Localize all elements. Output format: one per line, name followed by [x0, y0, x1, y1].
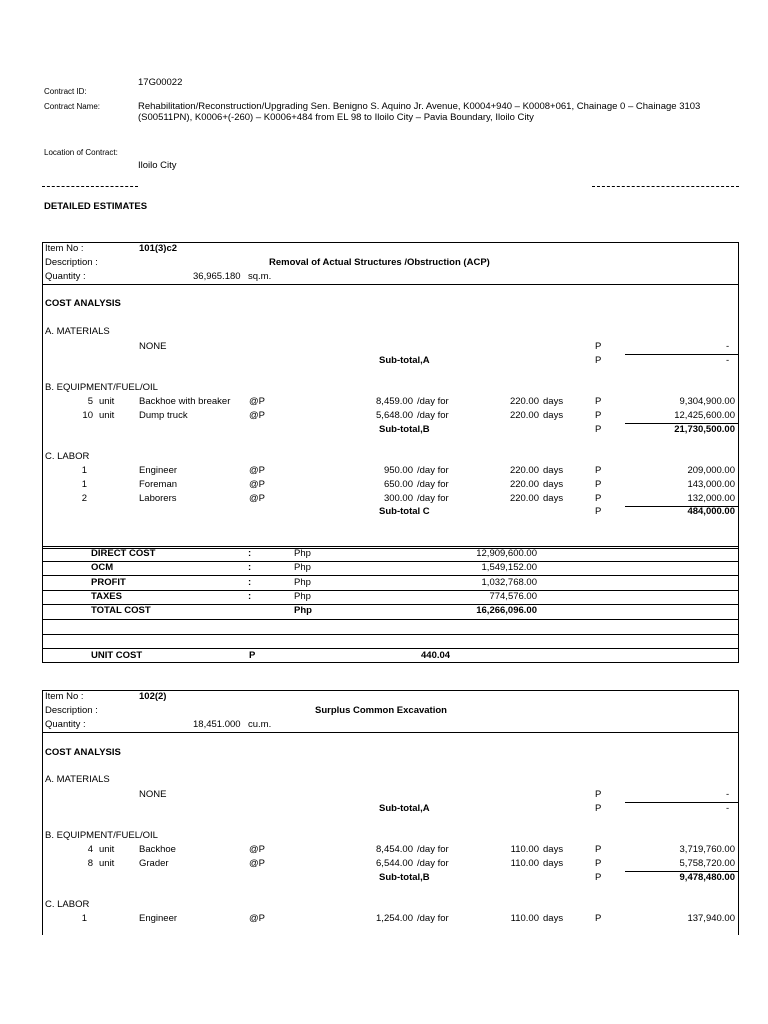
summary-currency: Php: [294, 548, 311, 559]
rate-prefix: @P: [249, 844, 265, 855]
labor-line-item: [43, 492, 738, 506]
quantity-row: [43, 270, 738, 284]
summary-value: 16,266,096.00: [476, 605, 537, 617]
equipment-line-item: [43, 409, 738, 423]
description-label: Description :: [45, 705, 98, 716]
equipment-unit: unit: [99, 858, 115, 869]
cost-analysis-heading: COST ANALYSIS: [45, 747, 121, 758]
peso-symbol: P: [595, 465, 602, 476]
peso-symbol: P: [595, 493, 602, 504]
description-label: Description :: [45, 257, 98, 268]
days-unit: days: [543, 493, 564, 504]
contract-name-line1: Rehabilitation/Reconstruction/Upgrading Sen. Benigno S. Aquino Jr. Avenue, K0004+940 – K0008+061, Chainage 0 – Chainage 3103: [138, 101, 701, 112]
labor-name: Engineer: [139, 465, 178, 476]
materials-none-row: [43, 340, 738, 354]
equipment-row: [43, 381, 738, 395]
labor-name: Engineer: [139, 913, 178, 924]
summary-label: TAXES: [91, 590, 122, 602]
equipment-qty: 8: [87, 858, 93, 869]
days-unit: days: [543, 844, 564, 855]
rate-period: /day for: [417, 410, 449, 421]
rate-prefix: @P: [249, 396, 265, 407]
labor-name: Foreman: [139, 479, 178, 490]
unit-cost-value: 440.04: [421, 650, 451, 661]
summary-label: PROFIT: [91, 576, 126, 588]
item-no-label: Item No :: [45, 691, 84, 702]
summary-colon: :: [248, 562, 252, 574]
rate-prefix: @P: [249, 465, 265, 476]
subtotal-b-label: Sub-total,B: [379, 872, 430, 883]
subtotal-a-row: [43, 354, 738, 368]
summary-value: 774,576.00: [489, 590, 537, 602]
quantity-unit: sq.m.: [248, 271, 272, 282]
cost-analysis-heading: COST ANALYSIS: [45, 298, 121, 309]
subtotal-a-label: Sub-total,A: [379, 803, 430, 814]
peso-symbol: P: [595, 410, 602, 421]
equipment-amount: 3,719,760.00: [679, 844, 735, 855]
summary-label: DIRECT COST: [91, 548, 156, 559]
labor-qty: 1: [81, 465, 87, 476]
equipment-name: Dump truck: [139, 410, 188, 421]
peso-symbol: P: [595, 844, 602, 855]
labor-amount: 209,000.00: [687, 465, 735, 476]
equipment-name: Grader: [139, 858, 169, 869]
days-unit: days: [543, 396, 564, 407]
summary-row: [43, 561, 738, 575]
summary-value: 12,909,600.00: [476, 548, 537, 559]
peso-symbol: P: [595, 803, 602, 814]
item-no-row: [43, 690, 738, 704]
equipment-days: 110.00: [510, 844, 539, 855]
materials-row: [43, 325, 738, 339]
amount-dash: -: [726, 803, 730, 814]
detailed-estimates-heading: DETAILED ESTIMATES: [44, 201, 148, 212]
summary-row: [43, 547, 738, 561]
equipment-rate: 6,544.00: [376, 858, 413, 869]
quantity-row: [43, 718, 738, 732]
materials-label: A. MATERIALS: [45, 326, 110, 337]
item-block-2: [42, 690, 739, 935]
summary-colon: :: [248, 548, 252, 559]
materials-none-row: [43, 788, 738, 802]
summary-label: TOTAL COST: [91, 605, 151, 617]
amount-dash: -: [726, 355, 730, 366]
labor-line-item: [43, 464, 738, 478]
equipment-days: 220.00: [509, 396, 539, 407]
subtotal-b-value: 21,730,500.00: [674, 424, 735, 435]
equipment-qty: 4: [87, 844, 93, 855]
quantity-label: Quantity :: [45, 719, 86, 730]
description-value: Removal of Actual Structures /Obstruction (ACP): [269, 257, 490, 268]
labor-amount: 137,940.00: [687, 913, 735, 924]
summary-currency: Php: [294, 605, 312, 617]
days-unit: days: [543, 465, 564, 476]
subtotal-a-row: [43, 802, 738, 816]
divider: [43, 284, 738, 285]
rate-period: /day for: [417, 479, 449, 490]
rate-prefix: @P: [249, 479, 265, 490]
summary-colon: :: [248, 590, 252, 602]
materials-label: A. MATERIALS: [45, 774, 110, 785]
labor-days: 110.00: [510, 913, 539, 924]
summary-currency: Php: [294, 590, 311, 602]
labor-row: [43, 898, 738, 912]
description-value: Surplus Common Excavation: [315, 705, 447, 716]
subtotal-b-row: [43, 423, 738, 437]
labor-name: Laborers: [139, 493, 177, 504]
amount-dash: -: [726, 789, 730, 800]
days-unit: days: [543, 410, 564, 421]
location-value: Iloilo City: [138, 160, 177, 171]
subtotal-c-value: 484,000.00: [687, 506, 735, 517]
labor-line-item: [43, 478, 738, 492]
summary-row: [43, 604, 738, 618]
days-unit: days: [543, 913, 564, 924]
unit-cost-label: UNIT COST: [91, 650, 143, 661]
labor-qty: 1: [81, 479, 87, 490]
subtotal-b-label: Sub-total,B: [379, 424, 430, 435]
summary-row: [43, 576, 738, 590]
equipment-rate: 5,648.00: [376, 410, 413, 421]
rate-period: /day for: [417, 493, 449, 504]
item-no-label: Item No :: [45, 243, 84, 254]
labor-label: C. LABOR: [45, 899, 90, 910]
equipment-rate: 8,459.00: [376, 396, 413, 407]
item-block-1: [42, 242, 739, 663]
labor-rate: 650.00: [383, 479, 413, 490]
equipment-amount: 5,758,720.00: [679, 858, 735, 869]
materials-none: NONE: [139, 341, 167, 352]
subtotal-a-label: Sub-total,A: [379, 355, 430, 366]
labor-days: 220.00: [509, 465, 539, 476]
subtotal-b-value: 9,478,480.00: [679, 872, 735, 883]
equipment-label: B. EQUIPMENT/FUEL/OIL: [45, 382, 158, 393]
peso-symbol: P: [595, 396, 602, 407]
equipment-amount: 9,304,900.00: [679, 396, 735, 407]
rate-prefix: @P: [249, 913, 265, 924]
rate-prefix: @P: [249, 493, 265, 504]
equipment-name: Backhoe with breaker: [139, 396, 231, 407]
unit-cost-p: P: [249, 650, 256, 661]
peso-symbol: P: [595, 424, 602, 435]
materials-row: [43, 773, 738, 787]
labor-qty: 1: [81, 913, 87, 924]
item-no-value: 101(3)c2: [139, 243, 178, 254]
summary-value: 1,032,768.00: [481, 576, 537, 588]
materials-none: NONE: [139, 789, 167, 800]
rate-prefix: @P: [249, 410, 265, 421]
rate-prefix: @P: [249, 858, 265, 869]
rate-period: /day for: [417, 465, 449, 476]
rate-period: /day for: [417, 396, 449, 407]
equipment-line-item: [43, 843, 738, 857]
labor-rate: 1,254.00: [376, 913, 413, 924]
equipment-line-item: [43, 395, 738, 409]
equipment-days: 220.00: [509, 410, 539, 421]
unit-cost-row: [43, 649, 738, 663]
contract-name-line2: (S00511PN), K0006+(-260) – K0006+484 from EL 98 to Iloilo City – Pavia Boundary, Iloilo City: [138, 112, 534, 123]
labor-amount: 143,000.00: [687, 479, 735, 490]
equipment-line-item: [43, 857, 738, 871]
peso-symbol: P: [595, 858, 602, 869]
equipment-unit: unit: [99, 844, 115, 855]
labor-rate: 300.00: [383, 493, 413, 504]
item-no-value: 102(2): [139, 691, 167, 702]
peso-symbol: P: [595, 355, 602, 366]
labor-days: 220.00: [509, 479, 539, 490]
cost-analysis-row: [43, 297, 738, 311]
labor-row: [43, 450, 738, 464]
summary-value: 1,549,152.00: [481, 562, 537, 574]
equipment-unit: unit: [99, 396, 115, 407]
subtotal-b-row: [43, 871, 738, 885]
divider: [43, 619, 738, 620]
summary-currency: Php: [294, 562, 311, 574]
days-unit: days: [543, 479, 564, 490]
labor-label: C. LABOR: [45, 451, 90, 462]
labor-qty: 2: [81, 493, 87, 504]
summary-label: OCM: [91, 562, 114, 574]
peso-symbol: P: [595, 789, 602, 800]
summary-currency: Php: [294, 576, 311, 588]
quantity-label: Quantity :: [45, 271, 86, 282]
subtotal-c-label: Sub-total C: [379, 506, 430, 517]
summary-row: [43, 590, 738, 604]
equipment-rate: 8,454.00: [376, 844, 413, 855]
labor-days: 220.00: [509, 493, 539, 504]
quantity-unit: cu.m.: [248, 719, 272, 730]
subtotal-c-row: [43, 505, 738, 519]
amount-dash: -: [726, 341, 730, 352]
divider: [43, 634, 738, 635]
location-label: Location of Contract:: [44, 148, 118, 157]
contract-name-label: Contract Name:: [44, 102, 101, 111]
days-unit: days: [543, 858, 564, 869]
rate-period: /day for: [417, 913, 449, 924]
peso-symbol: P: [595, 872, 602, 883]
equipment-label: B. EQUIPMENT/FUEL/OIL: [45, 830, 158, 841]
peso-symbol: P: [595, 506, 602, 517]
equipment-days: 110.00: [510, 858, 539, 869]
header-divider-left: [42, 186, 138, 187]
contract-id-label: Contract ID:: [44, 87, 87, 96]
labor-line-item: [43, 912, 738, 926]
description-row: [43, 704, 738, 718]
peso-symbol: P: [595, 479, 602, 490]
labor-amount: 132,000.00: [687, 493, 735, 504]
cost-analysis-row: [43, 746, 738, 760]
peso-symbol: P: [595, 341, 602, 352]
equipment-unit: unit: [99, 410, 115, 421]
quantity-value: 18,451.000: [193, 719, 241, 730]
summary-colon: :: [248, 576, 252, 588]
description-row: [43, 256, 738, 270]
labor-rate: 950.00: [383, 465, 413, 476]
rate-period: /day for: [417, 858, 449, 869]
equipment-qty: 10: [82, 410, 93, 421]
equipment-row: [43, 829, 738, 843]
equipment-name: Backhoe: [139, 844, 176, 855]
equipment-amount: 12,425,600.00: [674, 410, 735, 421]
quantity-value: 36,965.180: [193, 271, 241, 282]
equipment-qty: 5: [87, 396, 93, 407]
divider: [43, 732, 738, 733]
rate-period: /day for: [417, 844, 449, 855]
contract-id: 17G00022: [138, 77, 183, 88]
peso-symbol: P: [595, 913, 602, 924]
item-no-row: [43, 242, 738, 256]
header-divider-right: [592, 186, 739, 187]
